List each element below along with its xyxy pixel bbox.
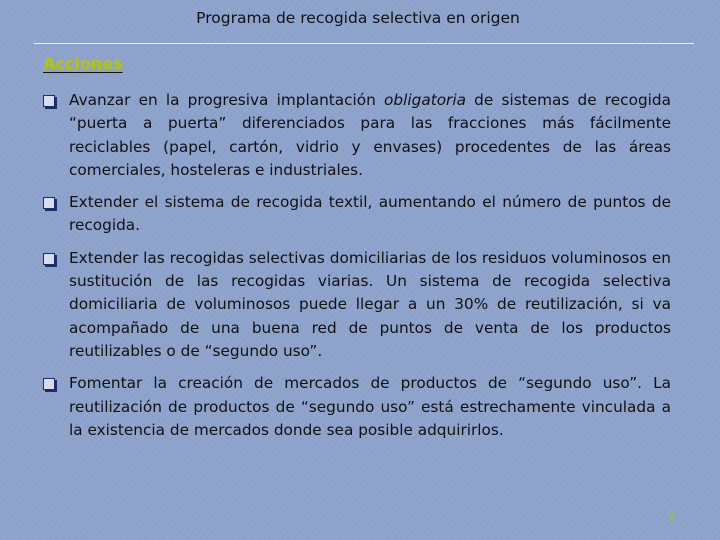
- checkbox-square-icon: [43, 378, 55, 390]
- page-number: 9: [668, 509, 675, 522]
- bullet-item: [43, 247, 671, 363]
- checkbox-square-icon: [43, 253, 55, 265]
- bullet-item: [43, 89, 671, 182]
- title-divider: [34, 43, 694, 44]
- bullet-text-after: de sistemas de recogida “puerta a puerta” diferenciados para las fracciones más fácilmente reciclables (papel, cartón, vidrio y envases) procedentes de las áreas comerciales, hosteleras e industriales.: [69, 91, 671, 179]
- bullet-text: Extender las recogidas selectivas domiciliarias de los residuos voluminosos en sustitución de las recogidas viarias. Un sistema de recogida selectiva domiciliaria de voluminosos puede llegar a un 30% de reutilización, si va acompañado de una buena red de puntos de venta de los productos reutilizables o de “segundo uso”.: [69, 248, 671, 360]
- bullet-list: [43, 89, 671, 451]
- bullet-text: Fomentar la creación de mercados de productos de “segundo uso”. La reutilización de productos de “segundo uso” está estrechamente vinculada a la existencia de mercados donde sea posible adquirirlos.: [69, 374, 671, 439]
- bullet-text-emphasis: obligatoria: [384, 91, 466, 109]
- checkbox-square-icon: [43, 197, 55, 209]
- section-heading: Acciones: [43, 54, 123, 73]
- bullet-item: [43, 372, 671, 442]
- bullet-item: [43, 191, 671, 238]
- checkbox-square-icon: [43, 95, 55, 107]
- slide-title: Programa de recogida selectiva en origen: [196, 9, 520, 27]
- bullet-text-before: Avanzar en la progresiva implantación: [69, 91, 385, 109]
- bullet-text: Extender el sistema de recogida textil, aumentando el número de puntos de recogida.: [69, 193, 671, 235]
